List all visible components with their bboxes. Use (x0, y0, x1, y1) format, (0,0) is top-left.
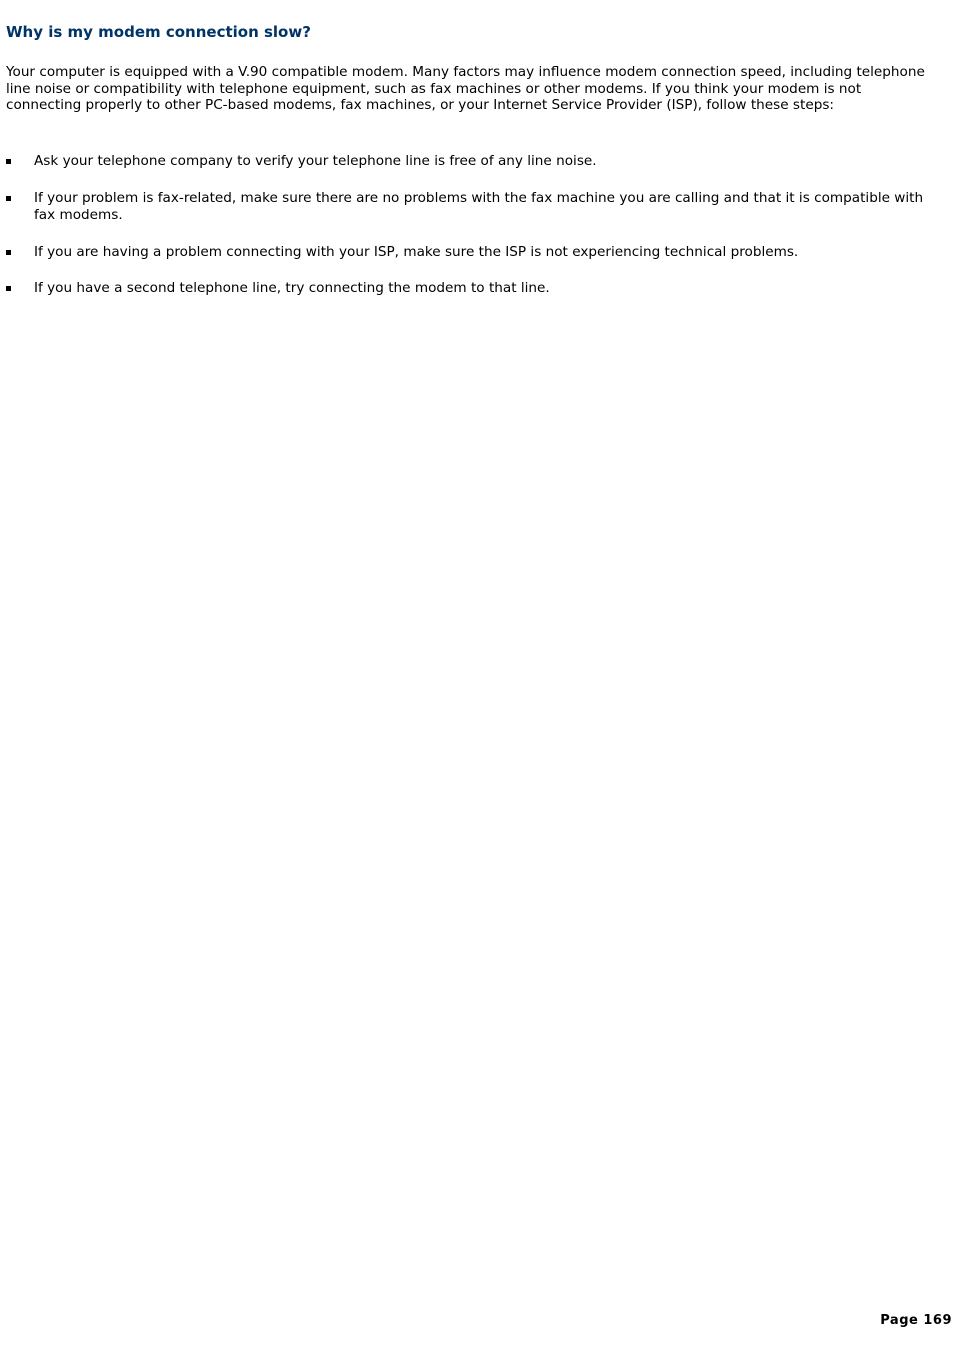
square-bullet-icon (6, 250, 11, 255)
list-item (6, 190, 940, 225)
square-bullet-icon (6, 286, 11, 291)
list-item (6, 244, 940, 262)
list-item-text: If your problem is fax-related, make sure there are no problems with the fax machine you are calling and that it is compatible with fax modems. (34, 189, 924, 223)
steps-list (6, 153, 940, 317)
list-item-text: Ask your telephone company to verify your telephone line is free of any line noise. (34, 153, 597, 169)
list-item (6, 153, 940, 171)
square-bullet-icon (6, 159, 11, 164)
square-bullet-icon (6, 196, 11, 201)
list-item-text: If you are having a problem connecting with your ISP, make sure the ISP is not experiencing technical problems. (34, 243, 799, 260)
page-number: Page 169 (880, 1313, 952, 1328)
intro-paragraph: Your computer is equipped with a V.90 compatible modem. Many factors may influence modem connection speed, including telephone line noise or compatibility with telephone equipment, such as fax machines or other modems. If you think your modem is not connecting properly to other PC-based modems, fax machines, or your Internet Service Provider (ISP), follow these steps: (6, 64, 925, 114)
page-title: Why is my modem connection slow? (6, 23, 311, 41)
list-item-text: If you have a second telephone line, try connecting the modem to that line. (34, 280, 550, 296)
list-item (6, 280, 940, 298)
